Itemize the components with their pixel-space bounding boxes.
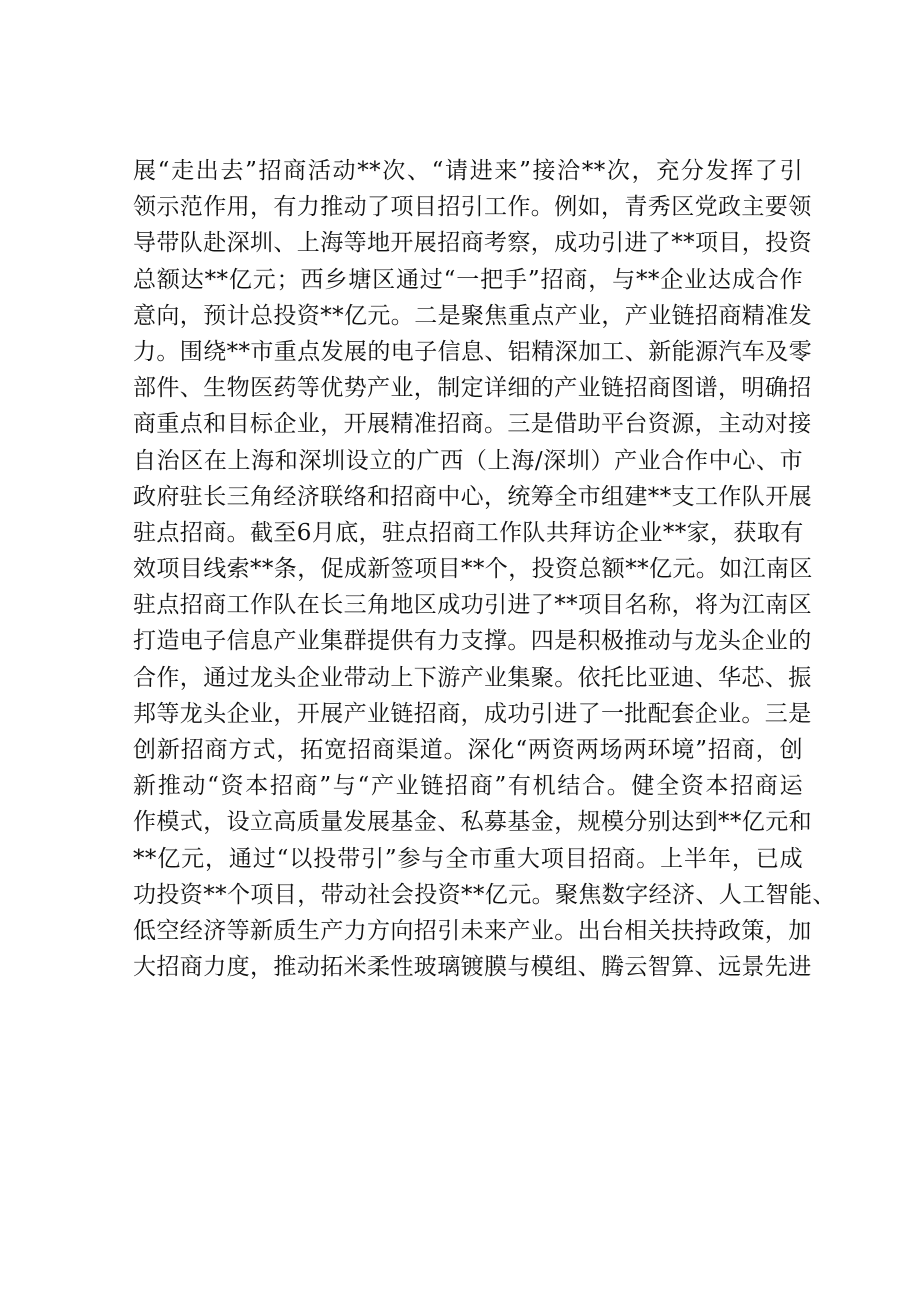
text-line: 驻点招商。截至6月底，驻点招商工作队共拜访企业**家，获取有 [133, 519, 804, 546]
text-line: 作模式，设立高质量发展基金、私募基金，规模分别达到**亿元和 [133, 809, 812, 836]
text-line: 商重点和目标企业，开展精准招商。三是借助平台资源，主动对接 [133, 411, 812, 438]
text-line: 自治区在上海和深圳设立的广西（上海/深圳）产业合作中心、市 [133, 447, 803, 474]
text-line: 意向，预计总投资**亿元。二是聚焦重点产业，产业链招商精准发 [133, 302, 812, 329]
text-line: 政府驻长三角经济联络和招商中心，统筹全市组建**支工作队开展 [133, 483, 812, 510]
text-line: 展“走出去”招商活动**次、“请进来”接洽**次，充分发挥了引 [133, 158, 803, 184]
text-line: 力。围绕**市重点发展的电子信息、铝精深加工、新能源汽车及零 [133, 338, 812, 365]
text-line: 新推动“资本招商”与“产业链招商”有机结合。健全资本招商运 [133, 773, 803, 800]
text-line: 驻点招商工作队在长三角地区成功引进了**项目名称，将为江南区 [133, 592, 812, 619]
text-line: 合作，通过龙头企业带动上下游产业集聚。依托比亚迪、华芯、振 [133, 664, 812, 691]
text-line: 领示范作用，有力推动了项目招引工作。例如，青秀区党政主要领 [133, 194, 812, 221]
text-line: 导带队赴深圳、上海等地开展招商考察，成功引进了**项目，投资 [133, 230, 812, 257]
text-line: 大招商力度，推动拓米柔性玻璃镀膜与模组、腾云智算、远景先进 [133, 954, 812, 981]
text-line: 功投资**个项目，带动社会投资**亿元。聚焦数字经济、人工智能、 [133, 881, 836, 908]
text-line: 低空经济等新质生产力方向招引未来产业。出台相关扶持政策，加 [133, 917, 812, 944]
body-paragraph [133, 153, 836, 985]
text-line: 效项目线索**条，促成新签项目**个，投资总额**亿元。如江南区 [133, 556, 813, 583]
text-line: 创新招商方式，拓宽招商渠道。深化“两资两场两环境”招商，创 [133, 737, 803, 763]
text-line: 总额达**亿元；西乡塘区通过“一把手”招商，与**企业达成合作 [133, 266, 803, 293]
text-line: 部件、生物医药等优势产业，制定详细的产业链招商图谱，明确招 [133, 375, 812, 402]
text-line: 邦等龙头企业，开展产业链招商，成功引进了一批配套企业。三是 [133, 700, 812, 727]
text-line: **亿元，通过“以投带引”参与全市重大项目招商。上半年，已成 [133, 845, 803, 872]
text-line: 打造电子信息产业集群提供有力支撑。四是积极推动与龙头企业的 [133, 628, 812, 655]
